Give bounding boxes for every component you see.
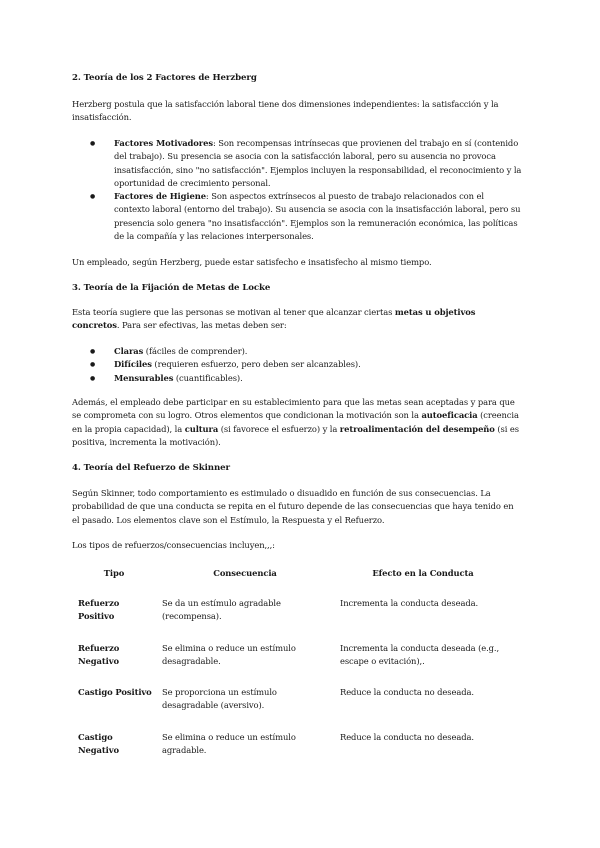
- table-header: Efecto en la Conducta: [372, 568, 474, 578]
- table-cell: Se da un estímulo agradable (recompensa).: [162, 598, 281, 622]
- section-4-paragraph: Según Skinner, todo comportamiento es estimulado o disuadido en función de sus consecuencias. La probabilidad de que una conducta se repita en el futuro depende de las consecuencias que haya tenido en el pasado. Los elementos clave son el Estímulo, la Respuesta y el Refuerzo.: [72, 488, 514, 525]
- bullet-text: (requieren esfuerzo, pero deben ser alcanzables).: [151, 359, 361, 370]
- goal-term: metas u objetivos concretos: [72, 307, 476, 331]
- bullet-text: (cuantificables).: [173, 372, 243, 383]
- table-cell: Castigo Positivo: [78, 687, 152, 698]
- bullet-term: Mensurables: [114, 372, 174, 383]
- table-cell: Reduce la conducta no deseada.: [340, 731, 474, 742]
- bullet-term: Factores Motivadores: [114, 138, 213, 148]
- section-2-list: [90, 137, 522, 243]
- table-cell: Castigo Negativo: [78, 731, 119, 756]
- list-item: [90, 345, 510, 358]
- section-3-paragraph: Además, el empleado debe participar en su establecimiento para que las metas sean aceptadas y para que se comprometa con su logro. Otros elementos que condicionan la motivación son la autoeficacia (creencia en la propia capacidad), la cultura (si favorece el esfuerzo) y la retroalimentación del desempeño (si es positiva, incrementa la motivación).: [72, 397, 519, 447]
- section-2-closing: Un empleado, según Herzberg, puede estar satisfecho e insatisfecho al mismo tiempo.: [72, 257, 432, 267]
- table-row: [72, 642, 512, 687]
- section-4-heading: 4. Teoría del Refuerzo de Skinner: [72, 463, 230, 473]
- table-cell: Se elimina o reduce un estímulo agradable.: [162, 731, 296, 756]
- table-cell: Incrementa la conducta deseada (e.g., escape o evitación),.: [340, 642, 500, 666]
- bullet-text: : Son aspectos extrínsecos al puesto de trabajo relacionados con el contexto laboral (entorno del trabajo). Su ausencia se asocia con la insatisfacción laboral, pero su presencia solo genera "no insatisfacción". Ejemplos son la remuneración económica, las políticas de la compañía y las relaciones interpersonales.: [114, 191, 521, 242]
- table-header: Tipo: [103, 568, 125, 578]
- table-cell: Incrementa la conducta deseada.: [340, 598, 479, 608]
- table-header-row: [72, 567, 512, 597]
- section-3-intro: Esta teoría sugiere que las personas se motivan al tener que alcanzar ciertas metas u objetivos concretos. Para ser efectivas, las metas deben ser:: [72, 307, 476, 331]
- section-2-heading: 2. Teoría de los 2 Factores de Herzberg: [72, 73, 257, 83]
- table-cell: Refuerzo Negativo: [78, 642, 120, 666]
- list-item: [90, 372, 510, 385]
- bullet-term: Difíciles: [114, 359, 152, 370]
- table-cell: Se elimina o reduce un estímulo desagradable.: [162, 642, 296, 666]
- table-cell: Refuerzo Positivo: [78, 598, 120, 622]
- section-2-intro: Herzberg postula que la satisfacción laboral tiene dos dimensiones independientes: la satisfacción y la insatisfacción.: [72, 99, 499, 123]
- bullet-text: (fáciles de comprender).: [143, 346, 248, 356]
- section-4-types-intro: Los tipos de refuerzos/consecuencias incluyen,,,:: [72, 540, 275, 550]
- table-cell: Reduce la conducta no deseada.: [340, 687, 474, 698]
- list-item: [90, 190, 522, 243]
- list-item: [90, 137, 522, 190]
- table-row: [72, 731, 512, 776]
- table-header: Consecuencia: [213, 568, 277, 578]
- table-cell: Se proporciona un estímulo desagradable (aversivo).: [162, 687, 277, 711]
- table-row: [72, 597, 512, 642]
- reinforcement-table: [72, 567, 512, 775]
- list-item: [90, 358, 510, 371]
- bullet-term: Claras: [114, 346, 144, 356]
- bullet-term: Factores de Higiene: [114, 191, 206, 202]
- section-3-heading: 3. Teoría de la Fijación de Metas de Locke: [72, 283, 271, 293]
- section-3-list: [90, 345, 510, 385]
- table-row: [72, 686, 512, 731]
- bullet-text: : Son recompensas intrínsecas que provienen del trabajo en sí (contenido del trabajo). Su presencia se asocia con la satisfacción laboral, pero su ausencia no provoca insatisfacción, sino "no satisfacción". Ejemplos incluyen la responsabilidad, el reconocimiento y la oportunidad de crecimiento personal.: [114, 138, 522, 188]
